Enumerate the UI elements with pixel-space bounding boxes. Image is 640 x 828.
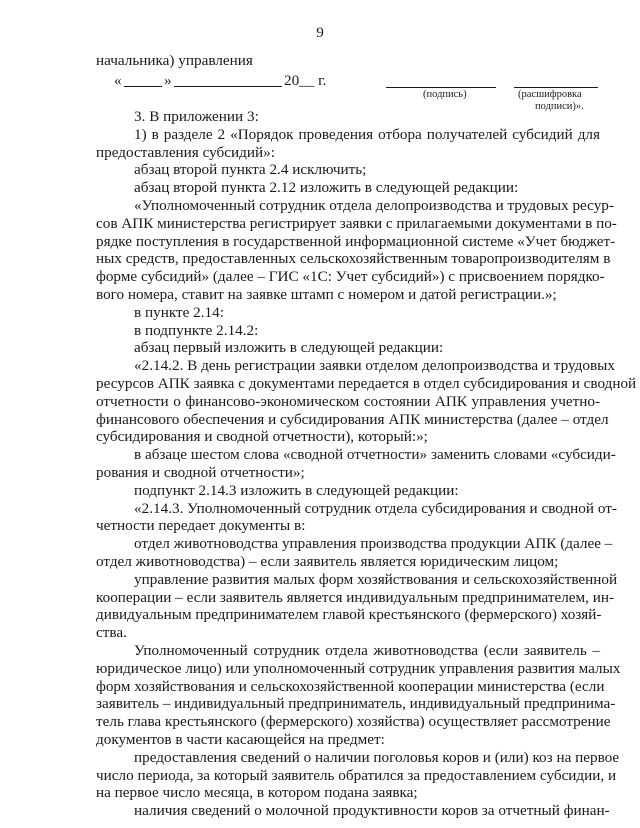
body-line: четности передает документы в:	[96, 517, 306, 535]
date-close-quote: »	[164, 72, 172, 89]
body-line: в подпункте 2.14.2:	[134, 321, 259, 339]
date-year: 20__ г.	[284, 72, 327, 89]
body-line: управление развития малых форм хозяйствования и сельскохозяйственной	[134, 570, 618, 588]
body-line: дивидуальным предпринимателем главой крестьянского (фермерского) хозяй-	[96, 606, 602, 624]
body-line: вого номера, ставит на заявке штамп с номером и датой регистрации.»;	[96, 286, 557, 303]
body-line: рядке поступления в государственной информационной системе «Учет бюджет-	[96, 232, 616, 250]
body-line: абзац второй пункта 2.4 исключить;	[134, 161, 367, 179]
body-line: отдел животноводства) – если заявитель является юридическим лицом;	[96, 553, 559, 570]
body-line: сов АПК министерства регистрирует заявки с прилагаемыми документами в по-	[96, 214, 617, 232]
body-line: абзац первый изложить в следующей редакции:	[134, 339, 444, 357]
signature-position-line: начальника) управления	[96, 52, 253, 69]
body-line: Уполномоченный сотрудник отдела животноводства (если заявитель –	[134, 642, 600, 659]
body-line: ства.	[96, 624, 127, 642]
body-line: рования и сводной отчетности»;	[96, 464, 305, 481]
body-line: 1) в разделе 2 «Порядок проведения отбора получателей субсидий для	[134, 125, 600, 143]
body-line: 3. В приложении 3:	[134, 108, 259, 125]
body-line: тель глава крестьянского (фермерского) хозяйства) осуществляет рассмотрение	[96, 713, 611, 731]
page-number: 9	[316, 24, 324, 41]
body-line: ресурсов АПК заявка с документами передается в отдел субсидирования и сводной	[96, 375, 637, 392]
body-line: форме субсидий» (далее – ГИС «1С: Учет субсидий») с присвоением порядко-	[96, 268, 605, 286]
body-line: кооперации – если заявитель является индивидуальным предпринимателем, ин-	[96, 588, 615, 606]
body-line: финансового обеспечения и субсидирования АПК министерства (далее – отдел	[96, 410, 609, 428]
body-line: форм хозяйствования и сельскохозяйственной кооперации министерства (если	[96, 677, 605, 695]
body-line: отдел животноводства управления производства продукции АПК (далее –	[134, 535, 613, 553]
body-line: число периода, за который заявитель обратился за предоставлением субсидии, и	[96, 766, 617, 784]
body-line: «2.14.3. Уполномоченный сотрудник отдела субсидирования и сводной от-	[134, 499, 617, 517]
body-line: отчетности о финансово-экономическом состоянии АПК управления учетно-	[96, 392, 600, 410]
body-line: предоставления сведений о наличии поголовья коров и (или) коз на первое	[134, 748, 620, 766]
body-line: субсидирования и сводной отчетности), который:»;	[96, 428, 428, 446]
body-line: абзац второй пункта 2.12 изложить в следующей редакции:	[134, 179, 519, 197]
signature-decode-caption-2: подписи)».	[535, 101, 584, 112]
body-line: ных средств, предоставленных сельскохозяйственным товаропроизводителям в	[96, 250, 611, 268]
body-line: подпункт 2.14.3 изложить в следующей редакции:	[134, 481, 459, 499]
body-line: предоставления субсидий»:	[96, 143, 275, 161]
body-line: документов в части касающейся на предмет:	[96, 731, 385, 748]
body-line: наличия сведений о молочной продуктивности коров за отчетный финан-	[134, 802, 610, 820]
date-open-quote: «	[114, 72, 122, 89]
body-line: в абзаце шестом слова «сводной отчетности» заменить словами «субсиди-	[134, 446, 616, 464]
body-line: в пункте 2.14:	[134, 303, 224, 321]
body-line: юридическое лицо) или уполномоченный сотрудник управления развития малых	[96, 659, 621, 677]
signature-decode-caption-1: (расшифровка	[518, 89, 582, 100]
body-line: на первое число месяца, в котором подана заявка;	[96, 784, 418, 802]
signature-caption: (подпись)	[423, 89, 467, 100]
body-line: заявитель – индивидуальный предприниматель, индивидуальный предпринима-	[96, 695, 616, 713]
body-line: «Уполномоченный сотрудник отдела делопроизводства и трудовых ресур-	[134, 197, 614, 214]
body-line: «2.14.2. В день регистрации заявки отделом делопроизводства и трудовых	[134, 357, 615, 375]
